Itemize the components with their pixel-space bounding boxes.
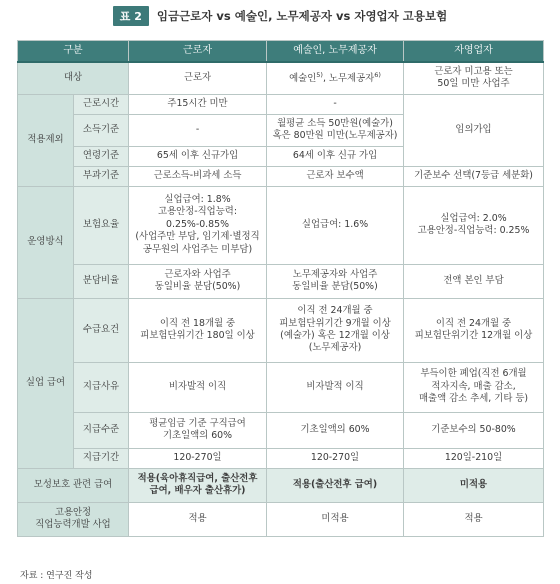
text-line: 실업급여: 2.0%	[440, 212, 507, 224]
cell-reason-artist: 비자발적 이직	[267, 362, 404, 412]
cell-maternity-self: 미적용	[404, 468, 544, 502]
sub-label-income: 소득기준	[74, 114, 129, 146]
row-label-target: 대상	[18, 62, 129, 94]
text-line: 근로자 미고용 또는	[434, 65, 513, 77]
cell-exclusion-self: 임의가입	[404, 94, 544, 166]
group-label-operation: 운영방식	[18, 186, 74, 298]
text-line: 동일비율 분담(50%)	[154, 281, 241, 292]
text-line: 매출액 감소 추세, 기타 등)	[418, 393, 529, 405]
cell-period-self: 120일-210일	[404, 448, 544, 468]
row-reason	[18, 362, 544, 412]
text-line: 피보험단위기간 180일 이상	[140, 330, 255, 341]
header-row	[18, 41, 544, 63]
sub-label-requirement: 수급요건	[74, 298, 129, 362]
text-line: 고용안정-직업능력:	[158, 206, 238, 218]
text-line: 고용안정	[54, 506, 92, 518]
text-line: 고용안정-직업능력: 0.25%	[417, 225, 530, 236]
row-target	[18, 62, 544, 94]
group-label-unemployment: 실업 급여	[18, 298, 74, 468]
cell-share-self: 전액 본인 부담	[404, 264, 544, 298]
cell-requirement-self	[404, 298, 544, 362]
text-line: 급여, 배우자 출산휴가)	[149, 485, 246, 496]
text-line: 이직 전 24개월 중	[435, 317, 512, 329]
row-stability	[18, 502, 544, 536]
cell-rate-artist: 실업급여: 1.6%	[267, 186, 404, 264]
text-line: 이직 전 18개월 중	[159, 317, 236, 329]
source-note: 자료 : 연구진 작성	[20, 571, 93, 581]
sub-label-reason: 지급사유	[74, 362, 129, 412]
header-worker: 근로자	[129, 41, 267, 63]
comparison-table	[17, 40, 544, 537]
sub-label-period: 지급기간	[74, 448, 129, 468]
cell-stability-self: 적용	[404, 502, 544, 536]
text-line: 0.25%-0.85%	[166, 218, 229, 230]
sub-label-levy: 부과기준	[74, 166, 129, 186]
row-period	[18, 448, 544, 468]
cell-levy-worker: 근로소득-비과세 소득	[129, 166, 267, 186]
text-line: 적자지속, 매출 감소,	[431, 380, 516, 392]
text-line: 평균임금 기준 구직급여	[149, 417, 246, 429]
text-line: 적용(육아휴직급여, 출산전후	[137, 472, 258, 484]
cell-maternity-worker	[129, 468, 267, 502]
text-line: 부득이한 폐업(직전 6개월	[420, 368, 527, 380]
header-artist-laborer: 예술인, 노무제공자	[267, 41, 404, 63]
cell-levy-artist: 근로자 보수액	[267, 166, 404, 186]
cell-income-artist	[267, 114, 404, 146]
row-requirement	[18, 298, 544, 362]
text-line: 근로자와 사업주	[164, 268, 231, 280]
cell-reason-worker: 비자발적 이직	[129, 362, 267, 412]
sub-label-age: 연령기준	[74, 146, 129, 166]
text-line: 50일 미만 사업주	[437, 78, 510, 90]
cell-target-self	[404, 62, 544, 94]
row-rate	[18, 186, 544, 264]
row-levy	[18, 166, 544, 186]
row-label-maternity: 모성보호 관련 급여	[18, 468, 129, 502]
cell-reason-self	[404, 362, 544, 412]
cell-stability-artist: 미적용	[267, 502, 404, 536]
text-line: (노무제공자)	[308, 342, 362, 354]
footnote-5: 5)	[316, 70, 323, 79]
row-share	[18, 264, 544, 298]
text-line: 기초일액의 60%	[162, 430, 233, 441]
text-line: 이직 전 24개월 중	[297, 305, 373, 317]
cell-rate-self	[404, 186, 544, 264]
sub-label-rate: 보험요율	[74, 186, 129, 264]
group-label-exclusion: 적용제외	[18, 94, 74, 186]
text-line: 월평균 소득 50만원(예술가)	[277, 117, 393, 129]
cell-share-worker	[129, 264, 267, 298]
sub-label-share: 분담비율	[74, 264, 129, 298]
cell-target-artist	[267, 62, 404, 94]
cell-maternity-artist: 적용(출산전후 급여)	[267, 468, 404, 502]
sub-label-work-hours: 근로시간	[74, 94, 129, 114]
text-line: 실업급여: 1.8%	[164, 193, 231, 205]
cell-work-hours-artist: -	[267, 94, 404, 114]
table-title-text: 임금근로자 vs 예술인, 노무제공자 vs 자영업자 고용보험	[156, 9, 448, 23]
table-number-badge: 표 2	[113, 6, 149, 26]
text-line: (예술가) 혹은 12개월 이상	[280, 330, 390, 341]
cell-level-artist: 기초일액의 60%	[267, 412, 404, 448]
table-title	[0, 6, 560, 26]
sub-label-level: 지급수준	[74, 412, 129, 448]
cell-requirement-artist	[267, 298, 404, 362]
row-work-hours	[18, 94, 544, 114]
cell-income-worker: -	[129, 114, 267, 146]
cell-rate-worker	[129, 186, 267, 264]
row-level	[18, 412, 544, 448]
text-line: 피보험단위기간 9개월 이상	[279, 317, 391, 329]
cell-work-hours-worker: 주15시간 미만	[129, 94, 267, 114]
cell-target-worker: 근로자	[129, 62, 267, 94]
header-gubun: 구분	[18, 41, 129, 63]
cell-requirement-worker	[129, 298, 267, 362]
cell-age-artist: 64세 이후 신규 가입	[267, 146, 404, 166]
header-self-employed: 자영업자	[404, 41, 544, 63]
row-maternity	[18, 468, 544, 502]
text-line: 혹은 80만원 미만(노무제공자)	[272, 130, 398, 141]
footnote-6: 6)	[374, 70, 381, 79]
text-line: (사업주만 부담, 임기제·별정직	[135, 231, 260, 243]
cell-share-artist	[267, 264, 404, 298]
text-artist: 예술인	[289, 73, 317, 85]
cell-level-worker	[129, 412, 267, 448]
text-line: 직업능력개발 사업	[35, 519, 111, 530]
cell-stability-worker: 적용	[129, 502, 267, 536]
row-label-stability	[18, 502, 129, 536]
text-laborer: , 노무제공자	[322, 73, 375, 85]
cell-period-artist: 120-270일	[267, 448, 404, 468]
text-line: 공무원의 사업주는 미부담)	[142, 243, 253, 255]
text-line: 피보험단위기간 12개월 이상	[414, 330, 533, 341]
cell-age-worker: 65세 이후 신규가입	[129, 146, 267, 166]
text-line: 노무제공자와 사업주	[292, 268, 378, 280]
cell-level-self: 기준보수의 50-80%	[404, 412, 544, 448]
text-line: 동일비율 분담(50%)	[292, 281, 378, 292]
cell-levy-self: 기준보수 선택(7등급 세분화)	[404, 166, 544, 186]
cell-period-worker: 120-270일	[129, 448, 267, 468]
